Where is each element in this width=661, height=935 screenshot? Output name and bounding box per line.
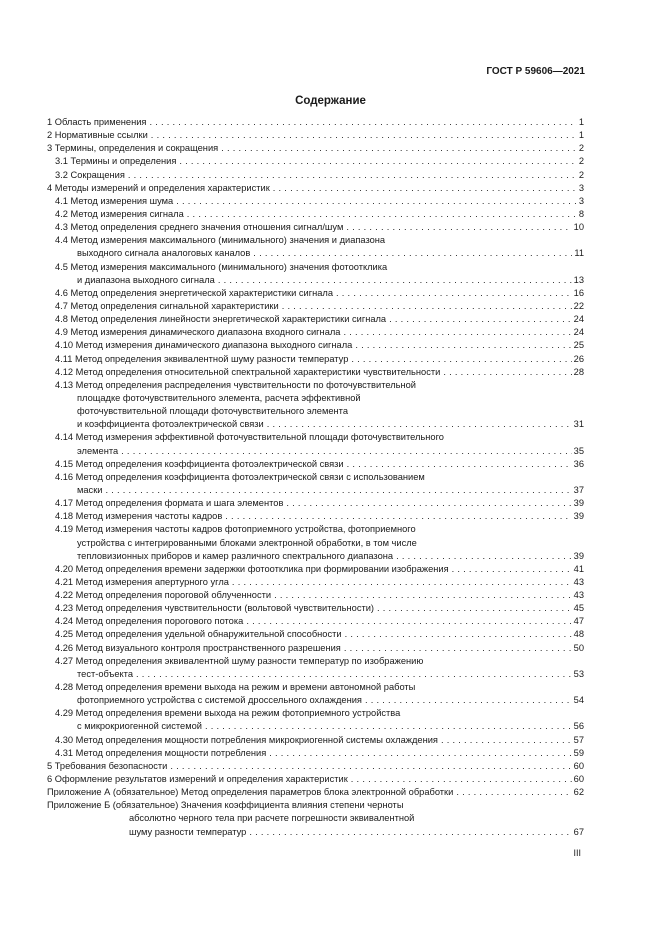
toc-leader-dots: [365, 694, 572, 707]
toc-page-number: 16: [573, 287, 584, 298]
toc-page-number: 3: [578, 195, 584, 206]
toc-page-number: 41: [573, 563, 584, 574]
toc-page-number: 2: [578, 156, 584, 167]
toc-page-number: 39: [573, 550, 584, 561]
toc-page-number: 13: [573, 274, 584, 285]
toc-entry[interactable]: [47, 142, 584, 155]
toc-page-number: 26: [573, 353, 584, 364]
toc-entry-text: устройства с интегрированными блоками электронной обработки, в том числе: [77, 537, 417, 548]
toc-entry[interactable]: [47, 234, 584, 260]
page-number: III: [573, 848, 581, 858]
toc-leader-dots: [218, 274, 572, 287]
toc-page-number: 39: [573, 511, 584, 522]
toc-leader-dots: [269, 747, 571, 760]
toc-leader-dots: [347, 458, 572, 471]
toc-leader-dots: [128, 169, 577, 182]
toc-entry[interactable]: [47, 116, 584, 129]
toc-entry[interactable]: [47, 681, 584, 707]
toc-page-number: 43: [573, 576, 584, 587]
toc-entry-text: 4.13 Метод определения распределения чувствительности по фоточувствительной: [55, 379, 416, 390]
toc-leader-dots: [345, 628, 572, 641]
toc-entry[interactable]: [47, 458, 584, 471]
toc-page-number: 57: [573, 734, 584, 745]
toc-entry-text: 6 Оформление результатов измерений и определения характеристик: [47, 774, 348, 785]
toc-entry[interactable]: [47, 379, 584, 432]
toc-leader-dots: [443, 366, 571, 379]
toc-page-number: 50: [573, 642, 584, 653]
toc-entry-text: 4.12 Метод определения относительной спектральной характеристики чувствительности: [55, 366, 441, 377]
toc-entry-text: Приложение Б (обязательное) Значения коэффициента влияния степени черноты: [47, 800, 404, 811]
toc-entry[interactable]: [47, 169, 584, 182]
toc-entry-text: 1 Область применения: [47, 117, 147, 127]
toc-entry-text: 4.4 Метод измерения максимального (минимального) значения и диапазона: [55, 235, 386, 246]
toc-leader-dots: [355, 339, 571, 352]
toc-entry[interactable]: [47, 129, 584, 142]
toc-entry[interactable]: [47, 602, 584, 615]
toc-page-number: 25: [573, 340, 584, 351]
toc-leader-dots: [456, 786, 571, 799]
toc-entry-text: 4.5 Метод измерения максимального (минимального) значения фотоотклика: [55, 261, 388, 272]
toc-entry[interactable]: [47, 589, 584, 602]
toc-entry-text: маски: [77, 484, 103, 495]
toc-entry-text: 3 Термины, определения и сокращения: [47, 143, 219, 154]
toc-page-number: 28: [573, 366, 584, 377]
toc-page-number: 53: [573, 668, 584, 679]
toc-entry-text: Приложение А (обязательное) Метод определения параметров блока электронной обработки: [47, 787, 454, 798]
toc-entry-text: 4.14 Метод измерения эффективной фоточувствительной площади фоточувствительного: [55, 432, 444, 443]
toc-leader-dots: [170, 760, 571, 773]
toc-leader-dots: [346, 221, 571, 234]
toc-leader-dots: [351, 353, 571, 366]
toc-entry[interactable]: [47, 313, 584, 326]
toc-entry-text: 4.2 Метод измерения сигнала: [55, 208, 184, 219]
toc-entry-text: 4.10 Метод измерения динамического диапазона выходного сигнала: [55, 340, 353, 351]
toc-page-number: 2: [578, 169, 584, 180]
toc-entry-text: 4.19 Метод измерения частоты кадров фотоприемного устройства, фотоприемного: [55, 524, 416, 535]
toc-page-number: 47: [573, 616, 584, 627]
toc-leader-dots: [253, 247, 572, 260]
toc-leader-dots: [336, 287, 572, 300]
toc-entry-text: 4.15 Метод определения коэффициента фотоэлектрической связи: [55, 458, 344, 469]
toc-entry-text: с микрокриогенной системой: [77, 721, 202, 732]
toc-entry[interactable]: [47, 642, 584, 655]
toc-entry[interactable]: [47, 707, 584, 733]
toc-page-number: 22: [573, 300, 584, 311]
toc-leader-dots: [267, 418, 572, 431]
toc-leader-dots: [377, 602, 572, 615]
toc-entry-text: 4.21 Метод измерения апертурного угла: [55, 576, 229, 587]
toc-entry[interactable]: [47, 563, 584, 576]
toc-entry-text: элемента: [77, 445, 119, 456]
toc-entry-text: 4 Методы измерений и определения характеристик: [47, 182, 270, 193]
toc-entry-text: 2 Нормативные ссылки: [47, 130, 148, 141]
toc-entry[interactable]: [47, 287, 584, 300]
toc-entry[interactable]: [47, 326, 584, 339]
toc-entry-text: 4.17 Метод определения формата и шага элементов: [55, 498, 284, 509]
toc-entry-text: 4.28 Метод определения времени выхода на режим и времени автономной работы: [55, 682, 416, 693]
toc-entry[interactable]: [47, 155, 584, 168]
toc-entry-text: 4.24 Метод определения порогового потока: [55, 616, 244, 627]
toc-entry[interactable]: [47, 261, 584, 287]
toc-page-number: 54: [573, 695, 584, 706]
toc-entry-text: тепловизионных приборов и камер различного спектрального диапазона: [77, 550, 394, 561]
toc-entry[interactable]: [47, 208, 584, 221]
toc-entry-text: 4.18 Метод измерения частоты кадров: [55, 511, 223, 522]
toc-leader-dots: [176, 195, 577, 208]
toc-entry[interactable]: [47, 366, 584, 379]
toc-leader-dots: [246, 615, 571, 628]
toc-entry[interactable]: [47, 471, 584, 497]
toc-leader-dots: [282, 300, 572, 313]
toc-entry-text: тест-объекта: [77, 668, 133, 679]
toc-page-number: 56: [573, 721, 584, 732]
toc-entry-text: шуму разности температур: [129, 826, 247, 837]
toc-entry-text: 4.23 Метод определения чувствительности (вольтовой чувствительности): [55, 603, 375, 614]
toc-entry[interactable]: [47, 182, 584, 195]
toc-leader-dots: [136, 668, 572, 681]
toc-entry-text: 4.1 Метод измерения шума: [55, 195, 174, 206]
toc-entry[interactable]: [47, 799, 584, 838]
toc-leader-dots: [273, 182, 577, 195]
toc-entry[interactable]: [47, 786, 584, 799]
toc-page-number: 59: [573, 747, 584, 758]
toc-leader-dots: [452, 563, 572, 576]
toc-leader-dots: [274, 589, 572, 602]
toc-page-number: 43: [573, 590, 584, 601]
standard-number: ГОСТ Р 59606—2021: [486, 66, 585, 77]
toc-leader-dots: [121, 445, 572, 458]
toc-entry-text: 4.3 Метод определения среднего значения отношения сигнал/шум: [55, 222, 344, 233]
toc-entry[interactable]: [47, 221, 584, 234]
toc-entry-text: 3.2 Сокращения: [55, 169, 125, 180]
toc-entry-text: площадке фоточувствительного элемента, расчета эффективной: [77, 392, 361, 403]
toc-leader-dots: [179, 155, 576, 168]
toc-entry[interactable]: [47, 339, 584, 352]
toc-entry[interactable]: [47, 615, 584, 628]
toc-page-number: 10: [573, 222, 584, 233]
toc-leader-dots: [441, 734, 572, 747]
toc-entry-text: фотоприемного устройства с системой дроссельного охлаждения: [77, 695, 362, 706]
toc-entry[interactable]: [47, 576, 584, 589]
toc-page-number: 60: [573, 774, 584, 785]
toc-entry-text: 4.29 Метод определения времени выхода на режим фотоприемного устройства: [55, 708, 401, 719]
toc-entry-text: 4.6 Метод определения энергетической характеристики сигнала: [55, 287, 334, 298]
toc-page-number: 48: [573, 629, 584, 640]
toc-leader-dots: [232, 576, 572, 589]
toc-entry-text: 4.22 Метод определения пороговой облученности: [55, 590, 272, 601]
toc-entry-text: 4.8 Метод определения линейности энергетической характеристики сигнала: [55, 314, 387, 325]
toc-leader-dots: [286, 497, 571, 510]
toc-leader-dots: [187, 208, 577, 221]
page-title: Содержание: [295, 95, 366, 107]
toc-entry-text: 4.31 Метод определения мощности потребления: [55, 747, 267, 758]
toc-leader-dots: [344, 642, 572, 655]
toc-entry[interactable]: [47, 497, 584, 510]
toc-entry-text: 4.26 Метод визуального контроля пространственного разрешения: [55, 642, 341, 653]
toc-page-number: 45: [573, 603, 584, 614]
toc-page-number: 62: [573, 787, 584, 798]
toc-leader-dots: [221, 142, 577, 155]
toc-entry[interactable]: [47, 773, 584, 786]
toc-entry[interactable]: [47, 747, 584, 760]
toc-entry-text: 3.1 Термины и определения: [55, 156, 177, 167]
table-of-contents: [47, 116, 584, 839]
toc-page-number: 67: [573, 826, 584, 837]
toc-entry-text: 4.20 Метод определения времени задержки фотоотклика при формировании изображения: [55, 563, 449, 574]
toc-leader-dots: [396, 550, 572, 563]
toc-entry-text: 4.30 Метод определения мощности потребления микрокриогенной системы охлаждения: [55, 734, 438, 745]
toc-entry-text: 4.27 Метод определения эквивалентной шуму разности температур по изображению: [55, 655, 424, 666]
toc-entry-text: 4.16 Метод определения коэффициента фотоэлектрической связи с использованием: [55, 471, 425, 482]
toc-entry-text: и коэффициента фотоэлектрической связи: [77, 419, 264, 430]
toc-entry-text: абсолютно черного тела при расчете погрешности эквивалентной: [129, 813, 415, 824]
toc-page-number: 24: [573, 314, 584, 325]
toc-entry[interactable]: [47, 431, 584, 457]
toc-entry[interactable]: [47, 195, 584, 208]
toc-entry-text: 5 Требования безопасности: [47, 760, 168, 771]
toc-leader-dots: [389, 313, 572, 326]
toc-page-number: 11: [574, 248, 584, 259]
toc-leader-dots: [149, 116, 576, 129]
toc-entry-text: 4.11 Метод определения эквивалентной шуму разности температур: [55, 353, 349, 364]
toc-page-number: 1: [578, 130, 584, 141]
toc-entry-text: 4.25 Метод определения удельной обнаружительной способности: [55, 629, 342, 640]
toc-entry-text: и диапазона выходного сигнала: [77, 274, 215, 285]
toc-entry-text: выходного сигнала аналоговых каналов: [77, 248, 251, 259]
toc-entry[interactable]: [47, 353, 584, 366]
toc-page-number: 39: [573, 498, 584, 509]
toc-page-number: 1: [578, 117, 584, 127]
toc-entry[interactable]: [47, 510, 584, 523]
toc-page-number: 35: [573, 445, 584, 456]
toc-page-number: 36: [573, 458, 584, 469]
toc-leader-dots: [151, 129, 577, 142]
toc-entry[interactable]: [47, 760, 584, 773]
toc-entry[interactable]: [47, 655, 584, 681]
toc-entry[interactable]: [47, 523, 584, 562]
toc-page-number: 31: [573, 419, 584, 430]
toc-entry-text: 4.7 Метод определения сигнальной характеристики: [55, 300, 279, 311]
toc-page-number: 24: [573, 327, 584, 338]
toc-page-number: 60: [573, 760, 584, 771]
toc-entry[interactable]: [47, 300, 584, 313]
toc-leader-dots: [343, 326, 571, 339]
toc-entry-text: фоточувствительной площади фоточувствительного элемента: [77, 406, 349, 417]
toc-entry-text: 4.9 Метод измерения динамического диапазона входного сигнала: [55, 327, 341, 338]
toc-entry[interactable]: [47, 734, 584, 747]
toc-leader-dots: [225, 510, 571, 523]
toc-leader-dots: [249, 826, 571, 839]
toc-page-number: 3: [578, 182, 584, 193]
toc-page-number: 8: [578, 208, 584, 219]
toc-page-number: 2: [578, 143, 584, 154]
toc-leader-dots: [351, 773, 572, 786]
toc-leader-dots: [105, 484, 571, 497]
toc-page-number: 37: [573, 484, 584, 495]
toc-entry[interactable]: [47, 628, 584, 641]
toc-leader-dots: [205, 720, 572, 733]
